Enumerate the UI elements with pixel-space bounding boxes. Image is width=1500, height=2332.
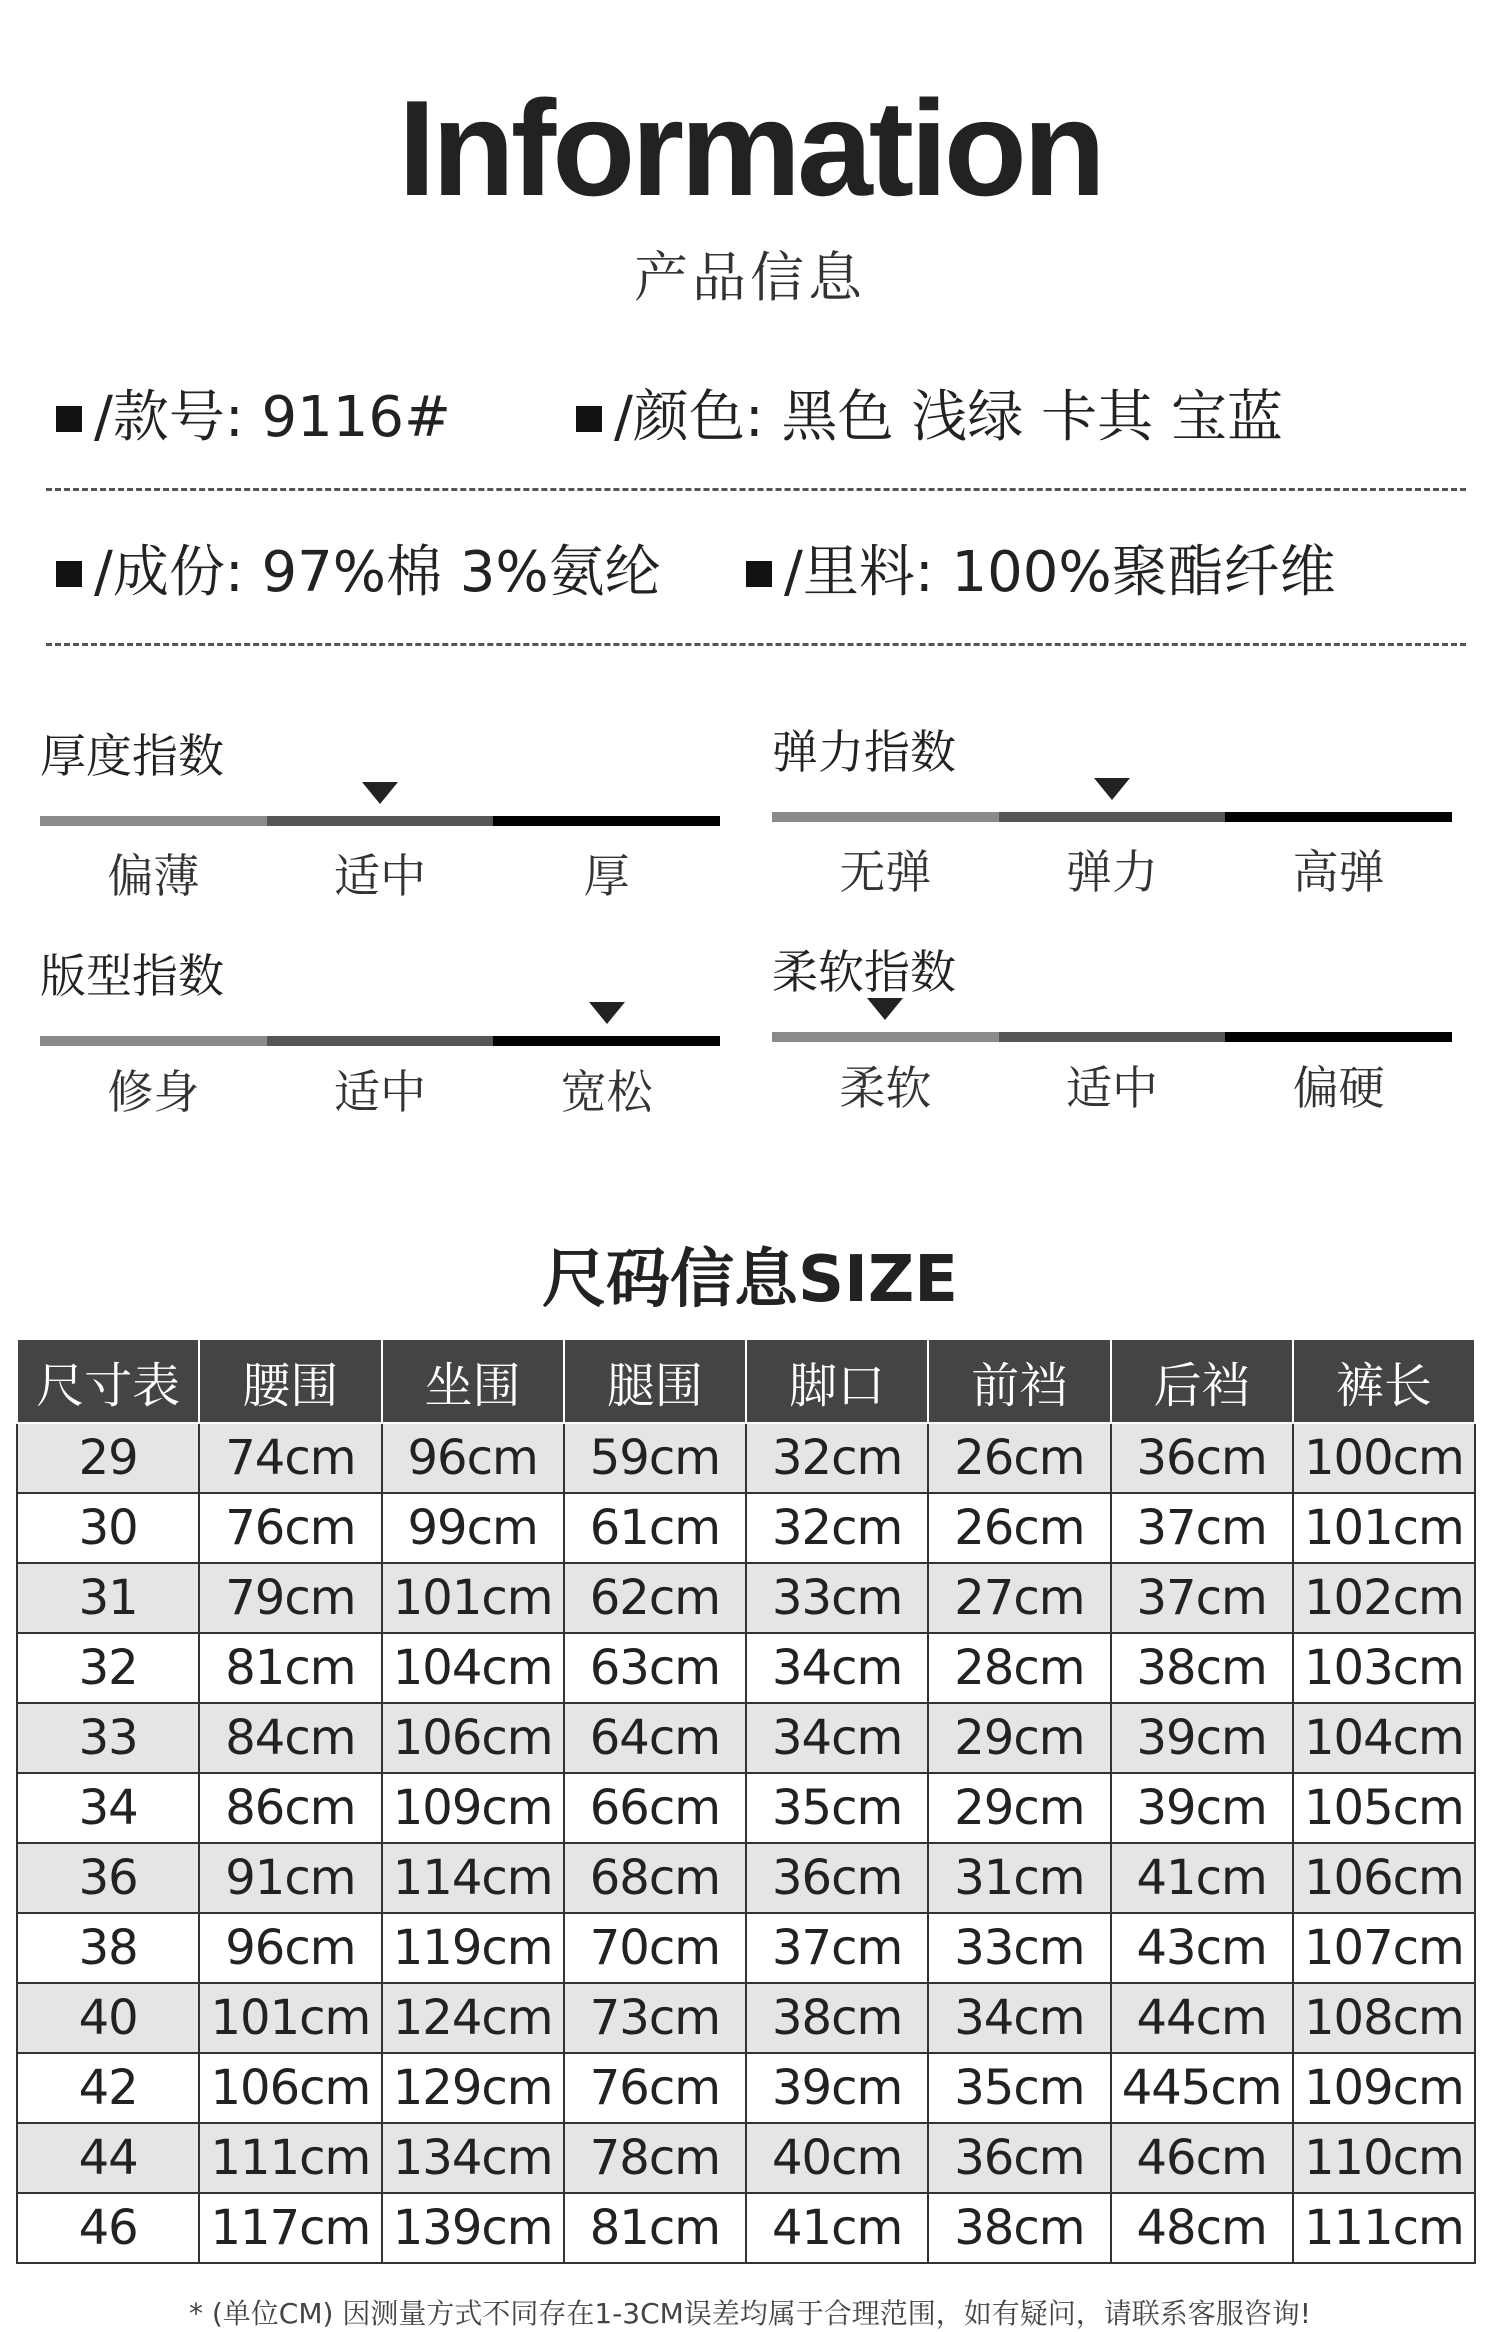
softness-scale — [772, 936, 1452, 1146]
scale-marker-icon — [362, 782, 398, 804]
table-cell: 42 — [17, 2053, 199, 2123]
table-cell: 33cm — [928, 1913, 1110, 1983]
table-cell: 31cm — [928, 1843, 1110, 1913]
table-cell: 106cm — [382, 1703, 564, 1773]
info-row-1 — [46, 378, 1466, 458]
divider — [46, 488, 1466, 491]
size-table-body — [17, 1423, 1475, 2263]
scale-label: 弹力指数 — [772, 725, 956, 779]
table-cell: 445cm — [1111, 2053, 1293, 2123]
scale-bar — [772, 1032, 1452, 1042]
table-cell: 39cm — [746, 2053, 928, 2123]
column-header: 腰围 — [199, 1339, 381, 1423]
color-info — [576, 378, 1283, 458]
table-cell: 32cm — [746, 1493, 928, 1563]
table-cell: 119cm — [382, 1913, 564, 1983]
column-header: 腿围 — [564, 1339, 746, 1423]
scale-option: 偏薄 — [107, 849, 200, 903]
table-cell: 111cm — [199, 2123, 381, 2193]
table-cell: 31 — [17, 1563, 199, 1633]
divider — [46, 643, 1466, 646]
table-cell: 63cm — [564, 1633, 746, 1703]
table-cell: 32cm — [746, 1423, 928, 1493]
measurement-note: * (单位CM) 因测量方式不同存在1-3CM误差均属于合理范围，如有疑问，请联系客服咨询! — [188, 2297, 1312, 2330]
table-cell: 37cm — [1111, 1563, 1293, 1633]
table-cell: 109cm — [1293, 2053, 1475, 2123]
scale-option: 适中 — [334, 1065, 426, 1119]
composition-info-text: /成份: 97%棉 3%氨纶 — [94, 540, 661, 605]
scale-option: 柔软 — [839, 1061, 932, 1115]
table-cell: 36cm — [928, 2123, 1110, 2193]
scale-marker-icon — [1094, 778, 1130, 800]
table-cell: 48cm — [1111, 2193, 1293, 2263]
table-row — [17, 1563, 1475, 1633]
scale-option: 高弹 — [1292, 845, 1385, 899]
table-cell: 32 — [17, 1633, 199, 1703]
table-cell: 29 — [17, 1423, 199, 1493]
column-header: 前裆 — [928, 1339, 1110, 1423]
scale-label: 柔软指数 — [772, 945, 956, 999]
fit-scale — [40, 940, 720, 1150]
scale-option: 修身 — [107, 1065, 200, 1119]
table-cell: 108cm — [1293, 1983, 1475, 2053]
table-cell: 110cm — [1293, 2123, 1475, 2193]
size-table-header — [17, 1339, 1475, 1423]
table-row — [17, 2193, 1475, 2263]
table-cell: 41cm — [746, 2193, 928, 2263]
table-cell: 37cm — [746, 1913, 928, 1983]
table-cell: 33 — [17, 1703, 199, 1773]
scale-option: 适中 — [1066, 1061, 1158, 1115]
table-cell: 96cm — [199, 1913, 381, 1983]
bullet-square-icon — [576, 406, 602, 432]
table-cell: 74cm — [199, 1423, 381, 1493]
table-cell: 35cm — [928, 2053, 1110, 2123]
table-cell: 29cm — [928, 1773, 1110, 1843]
table-cell: 64cm — [564, 1703, 746, 1773]
table-row — [17, 2123, 1475, 2193]
table-cell: 114cm — [382, 1843, 564, 1913]
table-cell: 46cm — [1111, 2123, 1293, 2193]
table-cell: 39cm — [1111, 1703, 1293, 1773]
table-cell: 109cm — [382, 1773, 564, 1843]
scale-bar — [772, 812, 1452, 822]
table-cell: 26cm — [928, 1423, 1110, 1493]
column-header: 坐围 — [382, 1339, 564, 1423]
table-cell: 101cm — [382, 1563, 564, 1633]
table-cell: 36cm — [1111, 1423, 1293, 1493]
table-cell: 107cm — [1293, 1913, 1475, 1983]
table-cell: 99cm — [382, 1493, 564, 1563]
table-cell: 34cm — [746, 1633, 928, 1703]
table-cell: 76cm — [199, 1493, 381, 1563]
table-cell: 81cm — [199, 1633, 381, 1703]
table-cell: 38cm — [746, 1983, 928, 2053]
size-section-title: 尺码信息SIZE — [541, 1243, 959, 1317]
table-cell: 78cm — [564, 2123, 746, 2193]
page-subtitle: 产品信息 — [634, 246, 866, 309]
table-cell: 96cm — [382, 1423, 564, 1493]
table-row — [17, 1493, 1475, 1563]
column-header: 脚口 — [746, 1339, 928, 1423]
table-cell: 101cm — [1293, 1493, 1475, 1563]
style-number — [56, 378, 451, 458]
scale-options — [772, 836, 1452, 902]
scale-option: 适中 — [334, 849, 426, 903]
table-cell: 106cm — [199, 2053, 381, 2123]
table-cell: 43cm — [1111, 1913, 1293, 1983]
scale-options — [40, 840, 720, 906]
table-cell: 84cm — [199, 1703, 381, 1773]
scale-label: 版型指数 — [40, 949, 224, 1003]
bullet-square-icon — [56, 406, 82, 432]
table-cell: 104cm — [382, 1633, 564, 1703]
scale-marker-icon — [867, 998, 903, 1020]
composition-info — [56, 533, 661, 613]
table-row — [17, 1913, 1475, 1983]
scale-label: 厚度指数 — [40, 729, 224, 783]
scale-options — [40, 1056, 720, 1122]
table-cell: 73cm — [564, 1983, 746, 2053]
table-cell: 81cm — [564, 2193, 746, 2263]
scale-options — [772, 1052, 1452, 1118]
table-cell: 103cm — [1293, 1633, 1475, 1703]
table-cell: 30 — [17, 1493, 199, 1563]
table-cell: 70cm — [564, 1913, 746, 1983]
table-cell: 104cm — [1293, 1703, 1475, 1773]
table-cell: 79cm — [199, 1563, 381, 1633]
table-cell: 100cm — [1293, 1423, 1475, 1493]
bullet-square-icon — [746, 561, 772, 587]
table-cell: 44cm — [1111, 1983, 1293, 2053]
bullet-square-icon — [56, 561, 82, 587]
table-row — [17, 1983, 1475, 2053]
table-cell: 41cm — [1111, 1843, 1293, 1913]
lining-info — [746, 533, 1336, 613]
column-header: 尺寸表 — [17, 1339, 199, 1423]
table-cell: 33cm — [746, 1563, 928, 1633]
table-row — [17, 1633, 1475, 1703]
table-cell: 38cm — [1111, 1633, 1293, 1703]
lining-info-text: /里料: 100%聚酯纤维 — [784, 540, 1336, 605]
info-row-2 — [46, 533, 1466, 613]
scale-option: 无弹 — [839, 845, 932, 899]
table-cell: 86cm — [199, 1773, 381, 1843]
size-table — [16, 1338, 1476, 2264]
page-title: Information — [398, 72, 1102, 224]
table-cell: 102cm — [1293, 1563, 1475, 1633]
table-row — [17, 1703, 1475, 1773]
table-cell: 66cm — [564, 1773, 746, 1843]
table-cell: 27cm — [928, 1563, 1110, 1633]
color-info-text: /颜色: 黑色 浅绿 卡其 宝蓝 — [614, 385, 1283, 450]
style-number-text: /款号: 9116# — [94, 385, 451, 450]
table-cell: 129cm — [382, 2053, 564, 2123]
table-row — [17, 1843, 1475, 1913]
table-cell: 117cm — [199, 2193, 381, 2263]
table-cell: 26cm — [928, 1493, 1110, 1563]
table-cell: 34cm — [928, 1983, 1110, 2053]
table-cell: 91cm — [199, 1843, 381, 1913]
thickness-scale — [40, 720, 720, 930]
scale-option: 宽松 — [560, 1065, 653, 1119]
scale-option: 弹力 — [1066, 845, 1158, 899]
table-cell: 44 — [17, 2123, 199, 2193]
column-header: 后裆 — [1111, 1339, 1293, 1423]
table-cell: 134cm — [382, 2123, 564, 2193]
table-cell: 139cm — [382, 2193, 564, 2263]
scale-option: 厚 — [583, 849, 630, 903]
table-cell: 29cm — [928, 1703, 1110, 1773]
scale-bar — [40, 816, 720, 826]
table-cell: 38cm — [928, 2193, 1110, 2263]
table-cell: 68cm — [564, 1843, 746, 1913]
scale-marker-icon — [589, 1002, 625, 1024]
table-cell: 35cm — [746, 1773, 928, 1843]
scale-option: 偏硬 — [1292, 1061, 1385, 1115]
table-cell: 76cm — [564, 2053, 746, 2123]
table-cell: 101cm — [199, 1983, 381, 2053]
table-cell: 28cm — [928, 1633, 1110, 1703]
table-cell: 40cm — [746, 2123, 928, 2193]
table-cell: 62cm — [564, 1563, 746, 1633]
table-cell: 46 — [17, 2193, 199, 2263]
table-cell: 39cm — [1111, 1773, 1293, 1843]
table-cell: 106cm — [1293, 1843, 1475, 1913]
scale-bar — [40, 1036, 720, 1046]
table-cell: 111cm — [1293, 2193, 1475, 2263]
table-cell: 59cm — [564, 1423, 746, 1493]
table-cell: 36cm — [746, 1843, 928, 1913]
table-cell: 40 — [17, 1983, 199, 2053]
table-cell: 37cm — [1111, 1493, 1293, 1563]
table-cell: 34cm — [746, 1703, 928, 1773]
table-row — [17, 2053, 1475, 2123]
table-cell: 38 — [17, 1913, 199, 1983]
table-cell: 124cm — [382, 1983, 564, 2053]
table-cell: 105cm — [1293, 1773, 1475, 1843]
column-header: 裤长 — [1293, 1339, 1475, 1423]
table-row — [17, 1773, 1475, 1843]
table-cell: 34 — [17, 1773, 199, 1843]
table-cell: 36 — [17, 1843, 199, 1913]
table-cell: 61cm — [564, 1493, 746, 1563]
table-row — [17, 1423, 1475, 1493]
elasticity-scale — [772, 716, 1452, 926]
